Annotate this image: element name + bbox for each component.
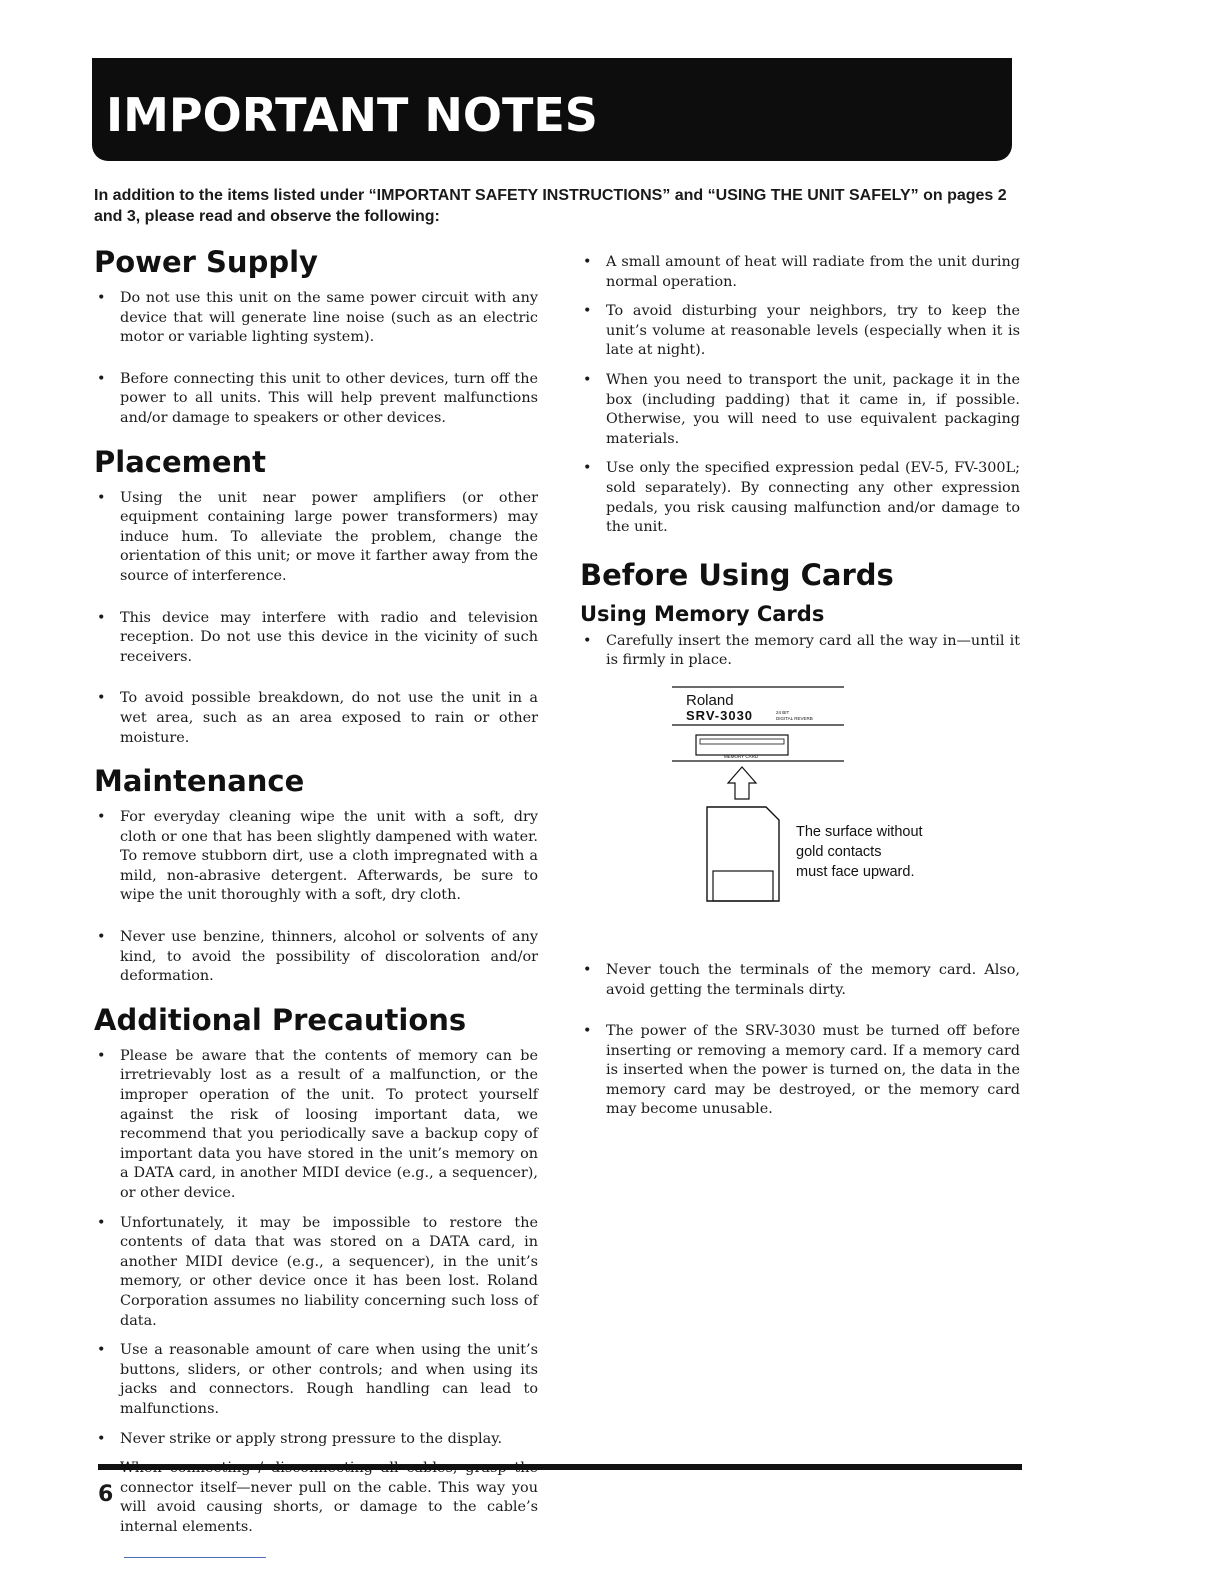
placement-list — [94, 489, 538, 749]
scan-artifact-line — [124, 1557, 266, 1558]
before-using-cards-heading: Before Using Cards — [580, 557, 894, 592]
list-item: • Before connecting this unit to other devices, turn off the power to all units. This will help prevent malfunctions and/or damage to speakers or other devices. — [94, 370, 538, 429]
right-column — [580, 253, 1020, 1130]
memory-card-icon — [707, 807, 779, 901]
list-item: • Never touch the terminals of the memory card. Also, avoid getting the terminals dirty. — [580, 961, 1020, 1000]
list-item: • Using the unit near power amplifiers (or other equipment containing large power transformers) may induce hum. To alleviate the problem, change the orientation of this unit; or move it farther away from the source of interference. — [94, 489, 538, 587]
memory-card-notes-list — [580, 961, 1020, 1120]
list-item: • Carefully insert the memory card all the way in—until it is firmly in place. — [580, 632, 1020, 671]
general-notes-list — [580, 253, 1020, 538]
list-item: • A small amount of heat will radiate from the unit during normal operation. — [580, 253, 1020, 292]
list-item: • To avoid possible breakdown, do not use the unit in a wet area, such as an area exposed to rain or other moisture. — [94, 689, 538, 748]
list-item: • The power of the SRV-3030 must be turned off before inserting or removing a memory card. If a memory card is inserted when the power is turned on, the data in the memory card may be destroyed, or the memory card may become unusable. — [580, 1022, 1020, 1120]
list-item: • Use only the specified expression pedal (EV-5, FV-300L; sold separately). By connecting any other expression pedals, you risk causing malfunction and/or damage to the unit. — [580, 459, 1020, 537]
intro-text: In addition to the items listed under “IMPORTANT SAFETY INSTRUCTIONS” and “USING THE UNIT SAFELY” on pages 2 and 3, please read and observe the following: — [94, 187, 1007, 225]
model-label: SRV-3030 — [686, 707, 754, 723]
badge-top-label: 24 BIT — [776, 709, 790, 715]
memory-card-diagram — [580, 681, 1020, 941]
footer-rule — [98, 1464, 1022, 1470]
additional-precautions-heading: Additional Precautions — [94, 1002, 467, 1037]
placement-heading: Placement — [94, 444, 267, 479]
power-supply-list — [94, 289, 538, 429]
list-item: • This device may interfere with radio and television reception. Do not use this device in the vicinity of such receivers. — [94, 609, 538, 668]
list-item: • Never strike or apply strong pressure to the display. — [94, 1430, 538, 1450]
page-title: IMPORTANT NOTES — [106, 88, 598, 142]
power-supply-heading: Power Supply — [94, 245, 318, 279]
list-item: • Use a reasonable amount of care when using the unit’s buttons, sliders, or other controls; and when using its jacks and connectors. Rough handling can lead to malfunctions. — [94, 1341, 538, 1419]
caption-line: must face upward. — [796, 863, 915, 880]
list-item: • For everyday cleaning wipe the unit with a soft, dry cloth or one that has been slightly dampened with water. To remove stubborn dirt, use a cloth impregnated with a mild, non-abrasive detergent. Afterwards, be sure to wipe the unit thoroughly with a soft, dry cloth. — [94, 808, 538, 906]
caption-line: gold contacts — [796, 843, 882, 860]
memory-card-list — [580, 632, 1020, 671]
card-slot-opening — [700, 739, 784, 744]
list-item: • Never use benzine, thinners, alcohol or solvents of any kind, to avoid the possibility of discoloration and/or deformation. — [94, 928, 538, 987]
page-number: 6 — [98, 1482, 114, 1507]
brand-label: Roland — [686, 691, 734, 709]
slot-label: MEMORY CARD — [724, 753, 759, 759]
maintenance-heading: Maintenance — [94, 764, 305, 799]
list-item: • connector itself—never pull on the cable. This way you will avoid causing shorts, or damage to the cable’s internal elements. — [94, 1459, 538, 1537]
list-item: • To avoid disturbing your neighbors, try to keep the unit’s volume at reasonable levels (especially when it is late at night). — [580, 302, 1020, 361]
list-item: • Unfortunately, it may be impossible to restore the contents of data that was stored on a DATA card, in another MIDI device (e.g., a sequencer), in the unit’s memory, or other device once it has been lost. Roland Corporation assumes no liability concerning such loss of data. — [94, 1214, 538, 1332]
badge-bottom-label: DIGITAL REVERB — [776, 715, 813, 721]
up-arrow-icon — [728, 767, 756, 799]
using-memory-cards-heading: Using Memory Cards — [580, 601, 825, 626]
list-item: • Please be aware that the contents of memory can be irretrievably lost as a result of a malfunction, or the improper operation of the unit. To protect yourself against the risk of loosing important data, we recommend that you periodically save a backup copy of important data you have stored in the unit’s memory on a DATA card, in another MIDI device (e.g., a sequencer), or other device. — [94, 1047, 538, 1204]
left-column — [94, 245, 538, 1548]
card-insertion-illustration — [580, 681, 1020, 941]
card-slot — [696, 735, 788, 755]
caption-line: The surface without — [796, 823, 923, 840]
list-item: • Do not use this unit on the same power circuit with any device that will generate line noise (such as an electric motor or variable lighting system). — [94, 289, 538, 348]
maintenance-list — [94, 808, 538, 987]
list-item: • When you need to transport the unit, package it in the box (including padding) that it came in, if possible. Otherwise, you will need to use equivalent packaging materials. — [580, 371, 1020, 449]
title-banner — [92, 58, 1012, 161]
